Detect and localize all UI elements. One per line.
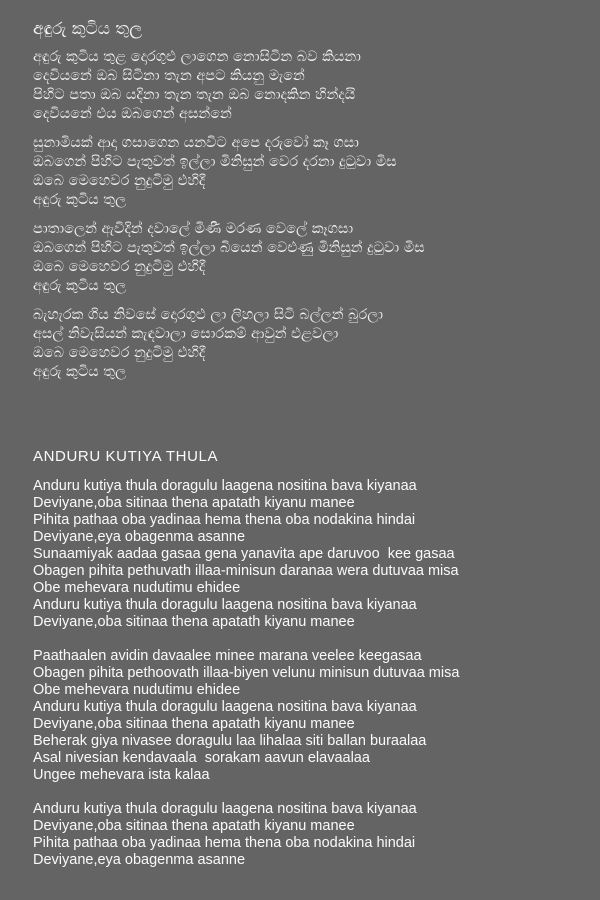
lyric-line: බැහැරක ගිය නිවසේ දොරගුළු ලා ලිහලා සිටි බල්ලන් බුරලා <box>33 307 384 323</box>
lyric-line: Deviyane,eya obagenma asanne <box>33 852 246 868</box>
sinhala-lyrics-section <box>33 18 580 382</box>
lyric-line: Pihita pathaa oba yadinaa hema thena oba nodakina hindai <box>33 512 416 528</box>
lyric-line: Beherak giya nivasee doragulu laa lihalaa siti ballan buraalaa <box>33 733 427 749</box>
lyric-line: ඔබෙ මෙහෙවර නුදුටිමු එහිදී <box>33 345 206 361</box>
lyric-line: Deviyane,oba sitinaa thena apatath kiyanu manee <box>33 614 355 630</box>
sinhala-stanza-4 <box>33 306 580 382</box>
transliteration-lyrics-section <box>33 448 580 869</box>
lyric-line: Anduru kutiya thula doragulu laagena nositina bava kiyanaa <box>33 801 417 817</box>
lyric-line: සුනාමියක් ආදා ගසාගෙන යනවිට අපෙ දරුවෝ කෑ ගසා <box>33 135 359 151</box>
lyric-line: Obe mehevara nudutimu ehidee <box>33 580 241 596</box>
sinhala-stanza-1 <box>33 48 580 124</box>
lyric-line: පිහිට පතා ඔබ යදිනා තැන තැන ඔබ නොදකින හින්දයි <box>33 87 356 103</box>
lyric-line: Deviyane,eya obagenma asanne <box>33 529 246 545</box>
lyric-line: Obagen pihita pethoovath illaa-biyen velunu minisun dutuvaa misa <box>33 665 460 681</box>
lyric-line: අඳුරු කුටිය තුල <box>33 278 127 294</box>
lyric-line: Asal nivesian kendavaala sorakam aavun elavaalaa <box>33 750 370 766</box>
lyric-line: Deviyane,oba sitinaa thena apatath kiyanu manee <box>33 495 355 511</box>
lyric-line: ඔබගෙන් පිහිට පැතුවත් ඉල්ලා බියෙන් වෙළුණු මිනිසුන් දුටුවා මිස <box>33 240 425 256</box>
lyric-line: Deviyane,oba sitinaa thena apatath kiyanu manee <box>33 716 355 732</box>
lyric-line: පාතාලෙන් ඇවිදින් දවාලේ මිණී මරණ වෙලේ කෑගසා <box>33 221 354 237</box>
lyric-line: අඳුරු කුටිය තුල <box>33 364 127 380</box>
lyric-line: ඔබෙ මෙහෙවර නුදුටිමු එහිදී <box>33 173 206 189</box>
lyric-line: Anduru kutiya thula doragulu laagena nositina bava kiyanaa <box>33 597 417 613</box>
lyric-line: Deviyane,oba sitinaa thena apatath kiyanu manee <box>33 818 355 834</box>
lyric-line: දෙවියනේ එය ඔබගෙන් අසන්නේ <box>33 106 232 122</box>
lyric-line: Obagen pihita pethuvath illaa-minisun daranaa wera dutuvaa misa <box>33 563 459 579</box>
lyric-line: Paathaalen avidin davaalee minee marana veelee keegasaa <box>33 648 422 664</box>
lyric-line: අඳුරු කුටිය තුළ දොරගුළු ලාගෙන නොසිටින බව කියනා <box>33 49 361 65</box>
lyric-line: ඔබගෙන් පිහිට පැතුවත් ඉල්ලා මිනිසුන් වෙර දරනා දුටුවා මිස <box>33 154 397 170</box>
lyric-line: Anduru kutiya thula doragulu laagena nositina bava kiyanaa <box>33 699 417 715</box>
lyric-line: දෙවියනේ ඔබ සිටිනා තැන අපට කියනු මැනේ <box>33 68 305 84</box>
sinhala-stanza-2 <box>33 134 580 210</box>
transliteration-stanza-2 <box>33 648 580 784</box>
lyric-line: Obe mehevara nudutimu ehidee <box>33 682 241 698</box>
transliteration-song-title: ANDURU KUTIYA THULA <box>33 448 219 465</box>
lyric-line: Anduru kutiya thula doragulu laagena nositina bava kiyanaa <box>33 478 417 494</box>
lyric-line: අඳුරු කුටිය තුල <box>33 192 127 208</box>
transliteration-stanza-1 <box>33 478 580 631</box>
transliteration-stanza-3 <box>33 801 580 869</box>
sinhala-song-title: අඳුරු කුටිය තුල <box>33 19 143 39</box>
lyric-line: Pihita pathaa oba yadinaa hema thena oba nodakina hindai <box>33 835 416 851</box>
lyric-line: Sunaamiyak aadaa gasaa gena yanavita ape daruvoo kee gasaa <box>33 546 455 562</box>
lyric-line: අසල් නිවැසියන් කැඳවාලා සොරකම් ආවුන් එළවලා <box>33 326 339 342</box>
lyric-line: Ungee mehevara ista kalaa <box>33 767 210 783</box>
lyric-line: ඔබෙ මෙහෙවර නුදුටිමු එහිදී <box>33 259 206 275</box>
sinhala-stanza-3 <box>33 220 580 296</box>
